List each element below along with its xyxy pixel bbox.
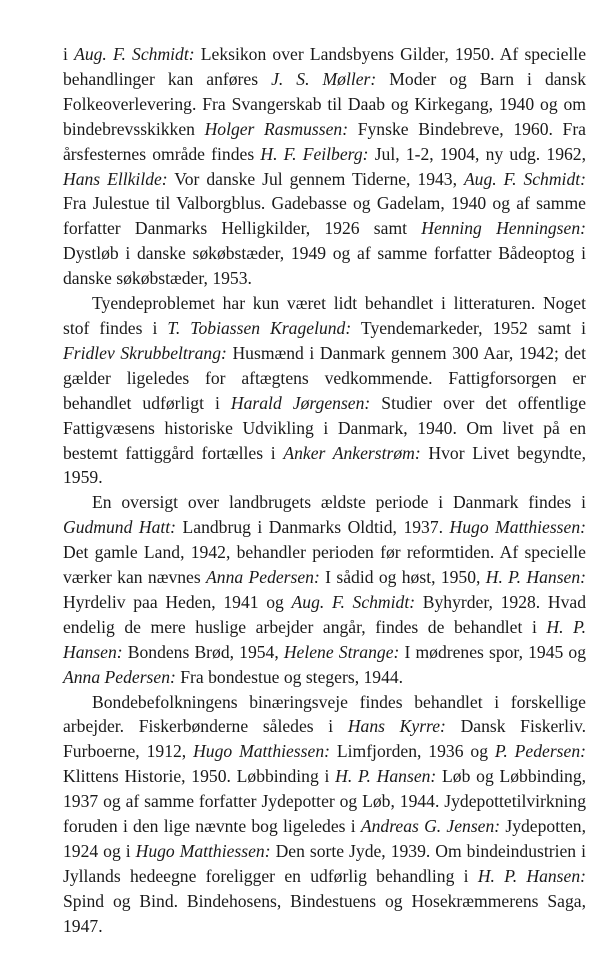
text-run: Studier over det offentlige Fattigvæsens historiske Udvikling i Danmark, 1940. Om livet på en bestemt fattiggård fortælles i	[63, 392, 587, 463]
text-run: Husmænd i Danmark gennem 300 Aar, 1942; det gælder ligeledes for aftægtens vedkommende. Fattigforsorgen er behandlet udførligt i	[63, 342, 586, 413]
author-name: Fridlev Skrubbeltrang:	[63, 342, 227, 363]
paragraph-1	[63, 42, 586, 291]
paragraph-4	[63, 690, 586, 939]
text-run: Vor danske Jul gennem Tiderne, 1943,	[167, 168, 464, 189]
text-run: Fynske Bindebreve, 1960. Fra årsfesternes område findes	[63, 118, 586, 164]
author-name: Hugo Matthiessen:	[135, 841, 271, 861]
text-column	[63, 42, 586, 939]
text-run: Leksikon over Landsbyens Gilder, 1950. Af specielle behandlinger kan anføres	[63, 44, 586, 89]
paragraph-2	[63, 291, 586, 490]
author-name: H. P. Hansen:	[477, 865, 586, 886]
author-name: Hugo Matthiessen:	[193, 741, 330, 762]
author-name: Hans Ellkilde:	[63, 168, 168, 189]
author-name: H. P. Hansen:	[335, 766, 437, 787]
author-name: Aug. F. Schmidt:	[463, 168, 586, 189]
author-name: Aug. F. Schmidt:	[74, 44, 195, 64]
text-run: Landbrug i Danmarks Oldtid, 1937.	[176, 517, 450, 538]
text-run: Den sorte Jyde, 1939. Om bindeindustrien i Jyllands hedeegne foreligger en udførlig behandling i	[63, 841, 586, 886]
text-run: Dystløb i danske søkøbstæder, 1949 og af samme forfatter Bådeoptog i danske søkøbstæder, 1953.	[63, 243, 586, 289]
author-name: H. F. Feilberg:	[260, 143, 369, 164]
text-run: Bondens Brød, 1954,	[122, 641, 284, 662]
text-run: En oversigt over landbrugets ældste periode i Danmark findes i	[92, 492, 586, 513]
author-name: T. Tobiassen Kragelund:	[167, 317, 352, 338]
text-run: Hyrdeliv paa Heden, 1941 og	[63, 591, 292, 612]
text-run: Byhyrder, 1928. Hvad endelig de mere huslige arbejder angår, findes de behandlet i	[63, 591, 586, 637]
text-run: Fra Julestue til Valborgblus. Gadebasse og Gadelam, 1940 og af samme forfatter Danmarks Helligkilder, 1926 samt	[63, 193, 586, 239]
text-run: Limfjorden, 1936 og	[329, 741, 495, 762]
text-run: Bondebefolkningens binæringsveje findes behandlet i forskellige arbejder. Fiskerbønderne således i	[63, 691, 586, 737]
text-run: Dansk Fiskerliv. Furboerne, 1912,	[63, 716, 586, 762]
text-run: Klittens Historie, 1950. Løbbinding i	[63, 766, 336, 787]
author-name: Aug. F. Schmidt:	[291, 591, 416, 612]
author-name: Anna Pedersen:	[63, 666, 176, 687]
text-run: I sådid og høst, 1950,	[319, 567, 486, 588]
text-run: Spind og Bind. Bindehosens, Bindestuens og Hosekræmmerens Saga, 1947.	[63, 890, 586, 936]
text-run: Det gamle Land, 1942, behandler perioden før reformtiden. Af specielle værker kan nævnes	[63, 542, 586, 588]
author-name: Holger Rasmussen:	[204, 118, 349, 139]
author-name: Henning Henningsen:	[421, 218, 586, 239]
text-run: Løb og Løbbinding, 1937 og af samme forfatter Jydepotter og Løb, 1944. Jydepottetilvirkning foruden i den lige nævnte bog ligeledes i	[63, 766, 587, 837]
author-name: Harald Jørgensen:	[230, 392, 371, 413]
author-name: J. S. Møller:	[271, 68, 377, 89]
author-name: Hans Kyrre:	[347, 716, 446, 737]
text-run: Moder og Barn i dansk Folkeoverlevering. Fra Svangerskab til Daab og Kirkegang, 1940 og om bindebrevsskikken	[63, 68, 586, 139]
author-name: Andreas G. Jensen:	[360, 816, 501, 837]
text-run: Jydepotten, 1924 og i	[63, 816, 586, 861]
author-name: P. Pedersen:	[494, 741, 586, 762]
author-name: Helene Strange:	[283, 641, 400, 662]
text-run: Fra bondestue og stegers, 1944.	[175, 666, 404, 687]
text-run: i	[63, 44, 75, 64]
text-run: I mødrenes spor, 1945 og	[399, 641, 586, 662]
text-run: Jul, 1-2, 1904, ny udg. 1962,	[368, 143, 586, 164]
text-run: Tyendemarkeder, 1952 samt i	[351, 317, 586, 338]
author-name: H. P. Hansen:	[485, 567, 587, 588]
author-name: Anna Pedersen:	[206, 567, 320, 588]
paragraph-3	[63, 490, 586, 689]
author-name: H. P. Hansen:	[63, 616, 586, 662]
text-run: Hvor Livet begyndte, 1959.	[63, 442, 586, 488]
author-name: Hugo Matthiessen:	[449, 517, 586, 538]
text-run: Tyendeproblemet har kun været lidt behandlet i litteraturen. Noget stof findes i	[63, 293, 586, 338]
author-name: Anker Ankerstrøm:	[283, 442, 421, 463]
author-name: Gudmund Hatt:	[63, 517, 177, 538]
